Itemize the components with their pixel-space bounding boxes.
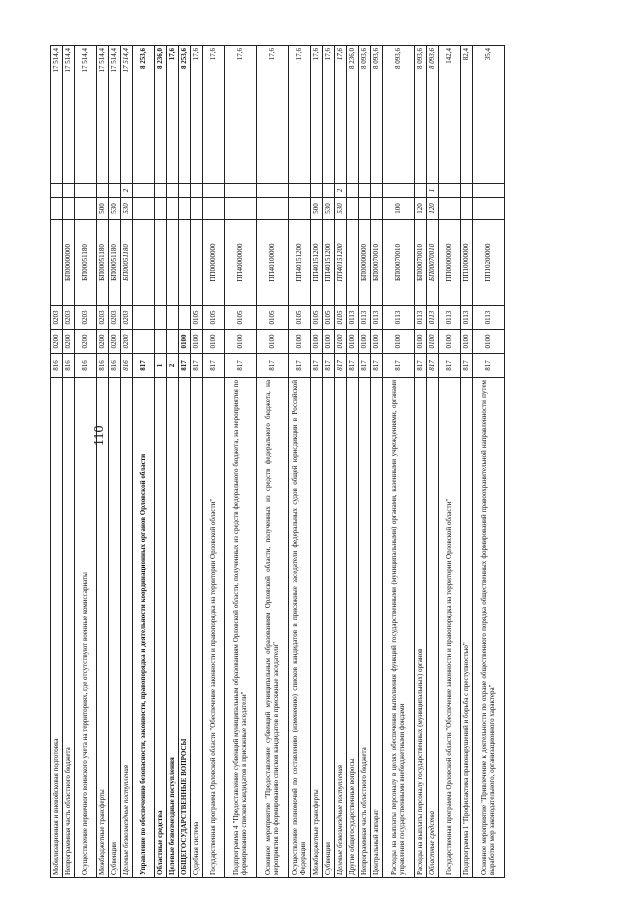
csr-cell: БП00051180 xyxy=(109,220,121,306)
amount-cell: 17,6 xyxy=(289,46,311,184)
source-code-cell xyxy=(347,184,359,198)
csr-cell: ПП40151200 xyxy=(289,220,311,306)
pr-cell: 0105 xyxy=(289,306,311,330)
rz-cell: 0100 xyxy=(335,330,347,354)
row-name-cell: Государственная программа Орловской области "Обеспечение законности и правопорядка на территории Орловской области" xyxy=(439,378,461,878)
table-row xyxy=(167,46,179,878)
table-row xyxy=(51,46,63,878)
row-name-cell: Целевые безвозмездные поступления xyxy=(335,378,347,878)
csr-cell: ПП00000000 xyxy=(439,220,461,306)
rz-cell: 0100 xyxy=(383,330,415,354)
row-name-cell: Межбюджетные трансферты xyxy=(311,378,323,878)
rz-cell xyxy=(167,330,179,354)
rz-cell: 0200 xyxy=(121,330,133,354)
rz-cell: 0100 xyxy=(439,330,461,354)
pr-cell: 0203 xyxy=(63,306,75,330)
vr-cell xyxy=(75,198,97,220)
amount-cell: 8 093,6 xyxy=(427,46,439,184)
csr-cell: БП00070010 xyxy=(415,220,427,306)
source-code-cell xyxy=(203,184,225,198)
vr-cell xyxy=(51,198,63,220)
vr-cell xyxy=(359,198,371,220)
row-name-cell: Целевые безвозмездные поступления xyxy=(121,378,133,878)
page-number: 110 xyxy=(92,425,107,446)
row-name-cell: Непрограммная часть областного бюджета xyxy=(63,378,75,878)
csr-cell xyxy=(167,220,179,306)
rz-cell: 0100 xyxy=(347,330,359,354)
ved-cell: 817 xyxy=(311,354,323,378)
rz-cell: 0100 xyxy=(359,330,371,354)
pr-cell: 0105 xyxy=(203,306,225,330)
vr-cell xyxy=(225,198,257,220)
table-row xyxy=(359,46,371,878)
csr-cell: ПП40000000 xyxy=(225,220,257,306)
source-code-cell xyxy=(155,184,167,198)
csr-cell: ПП40151200 xyxy=(323,220,335,306)
pr-cell: 0113 xyxy=(359,306,371,330)
vr-cell: 500 xyxy=(97,198,109,220)
table-row xyxy=(415,46,427,878)
amount-cell: 17 514,4 xyxy=(51,46,63,184)
source-code-cell xyxy=(179,184,191,198)
pr-cell: 0113 xyxy=(461,306,473,330)
vr-cell xyxy=(473,198,505,220)
source-code-cell xyxy=(439,184,461,198)
pr-cell: 0113 xyxy=(427,306,439,330)
vr-cell xyxy=(63,198,75,220)
rz-cell: 0100 xyxy=(225,330,257,354)
amount-cell: 8 093,6 xyxy=(371,46,383,184)
table-row xyxy=(461,46,473,878)
rz-cell: 0200 xyxy=(109,330,121,354)
pr-cell: 0105 xyxy=(335,306,347,330)
ved-cell: 817 xyxy=(347,354,359,378)
amount-cell: 17,6 xyxy=(335,46,347,184)
row-name-cell: Субвенции xyxy=(323,378,335,878)
amount-cell: 8 093,6 xyxy=(415,46,427,184)
row-name-cell: Управление по обеспечению безопасности, законности, правопорядка и деятельности координационных органов Орловской области xyxy=(133,378,155,878)
vr-cell: 530 xyxy=(323,198,335,220)
csr-cell: БП00051180 xyxy=(75,220,97,306)
pr-cell: 0105 xyxy=(311,306,323,330)
source-code-cell xyxy=(75,184,97,198)
pr-cell: 0113 xyxy=(439,306,461,330)
vr-cell: 530 xyxy=(335,198,347,220)
table-row xyxy=(439,46,461,878)
amount-cell: 17 514,4 xyxy=(63,46,75,184)
pr-cell: 0203 xyxy=(121,306,133,330)
source-code-cell xyxy=(383,184,415,198)
rz-cell: 0100 xyxy=(257,330,289,354)
rz-cell: 0100 xyxy=(461,330,473,354)
ved-cell: 816 xyxy=(97,354,109,378)
source-code-cell xyxy=(461,184,473,198)
rz-cell xyxy=(155,330,167,354)
ved-cell: 817 xyxy=(179,354,191,378)
amount-cell: 17,6 xyxy=(225,46,257,184)
source-code-cell xyxy=(109,184,121,198)
source-code-cell xyxy=(51,184,63,198)
ved-cell: 817 xyxy=(225,354,257,378)
vr-cell xyxy=(257,198,289,220)
table-row xyxy=(473,46,505,878)
amount-cell: 17 514,4 xyxy=(75,46,97,184)
amount-cell: 17,6 xyxy=(203,46,225,184)
amount-cell: 8 253,6 xyxy=(179,46,191,184)
table-row xyxy=(383,46,415,878)
table-row xyxy=(257,46,289,878)
amount-cell: 17,6 xyxy=(311,46,323,184)
csr-cell: БП00000000 xyxy=(63,220,75,306)
ved-cell: 817 xyxy=(439,354,461,378)
csr-cell xyxy=(191,220,203,306)
table-row xyxy=(289,46,311,878)
amount-cell: 8 093,6 xyxy=(359,46,371,184)
rz-cell: 0200 xyxy=(51,330,63,354)
rz-cell: 0100 xyxy=(203,330,225,354)
table-row xyxy=(133,46,155,878)
source-code-cell xyxy=(63,184,75,198)
rz-cell xyxy=(133,330,155,354)
amount-cell: 35,4 xyxy=(473,46,505,184)
table-row xyxy=(427,46,439,878)
csr-cell: ПП40151200 xyxy=(335,220,347,306)
vr-cell xyxy=(371,198,383,220)
amount-cell: 8 253,6 xyxy=(133,46,155,184)
source-code-cell xyxy=(167,184,179,198)
ved-cell: 817 xyxy=(427,354,439,378)
source-code-cell xyxy=(257,184,289,198)
table-row xyxy=(347,46,359,878)
table-row xyxy=(63,46,75,878)
csr-cell xyxy=(133,220,155,306)
source-code-cell xyxy=(323,184,335,198)
table-row xyxy=(371,46,383,878)
rz-cell: 0100 xyxy=(427,330,439,354)
csr-cell: БП00070010 xyxy=(371,220,383,306)
row-name-cell: Основное мероприятие "Предоставление субвенций муниципальным образованиям Орловской области, полученных из средств федерального бюджета, на мероприятия по формированию списков кандидатов в присяжные заседатели" xyxy=(257,378,289,878)
amount-cell: 8 236,0 xyxy=(155,46,167,184)
vr-cell: 530 xyxy=(109,198,121,220)
pr-cell: 0105 xyxy=(191,306,203,330)
source-code-cell xyxy=(473,184,505,198)
amount-cell: 8 093,6 xyxy=(383,46,415,184)
row-name-cell: Осуществление первичного воинского учета на территориях, где отсутствуют военные комиссариаты xyxy=(75,378,97,878)
budget-table-rotated xyxy=(50,46,590,878)
rz-cell: 0100 xyxy=(289,330,311,354)
pr-cell: 0203 xyxy=(109,306,121,330)
vr-cell xyxy=(191,198,203,220)
pr-cell: 0113 xyxy=(371,306,383,330)
ved-cell: 817 xyxy=(473,354,505,378)
ved-cell: 817 xyxy=(383,354,415,378)
pr-cell: 0203 xyxy=(51,306,63,330)
source-code-cell xyxy=(311,184,323,198)
row-name-cell: Расходы на выплаты персоналу государственных (муниципальных) органов xyxy=(415,378,427,878)
ved-cell: 816 xyxy=(75,354,97,378)
vr-cell xyxy=(347,198,359,220)
pr-cell xyxy=(155,306,167,330)
source-code-cell xyxy=(371,184,383,198)
csr-cell xyxy=(155,220,167,306)
row-name-cell: Подпрограмма 1 "Профилактика правонарушений и борьба с преступностью" xyxy=(461,378,473,878)
source-code-cell xyxy=(415,184,427,198)
row-name-cell: Целевые безвозмездные поступления xyxy=(167,378,179,878)
vr-cell: 120 xyxy=(427,198,439,220)
csr-cell xyxy=(347,220,359,306)
amount-cell: 17,6 xyxy=(323,46,335,184)
row-name-cell: Межбюджетные трансферты xyxy=(97,378,109,878)
ved-cell: 816 xyxy=(109,354,121,378)
ved-cell: 817 xyxy=(371,354,383,378)
source-code-cell xyxy=(225,184,257,198)
vr-cell xyxy=(439,198,461,220)
source-code-cell: 2 xyxy=(335,184,347,198)
amount-cell: 82,4 xyxy=(461,46,473,184)
source-code-cell xyxy=(359,184,371,198)
amount-cell: 17 514,4 xyxy=(121,46,133,184)
pr-cell: 0105 xyxy=(323,306,335,330)
rz-cell: 0100 xyxy=(415,330,427,354)
table-row xyxy=(109,46,121,878)
pr-cell: 0105 xyxy=(257,306,289,330)
csr-cell: БП00051180 xyxy=(97,220,109,306)
rz-cell: 0100 xyxy=(473,330,505,354)
ved-cell: 817 xyxy=(335,354,347,378)
pr-cell: 0203 xyxy=(97,306,109,330)
amount-cell: 17,6 xyxy=(257,46,289,184)
table-row xyxy=(155,46,167,878)
row-name-cell: Центральный аппарат xyxy=(371,378,383,878)
rz-cell: 0200 xyxy=(97,330,109,354)
source-code-cell xyxy=(289,184,311,198)
pr-cell: 0113 xyxy=(347,306,359,330)
table-row xyxy=(225,46,257,878)
amount-cell: 142,4 xyxy=(439,46,461,184)
row-name-cell: Основное мероприятие "Привлечение к деятельности по охране общественного порядка общественных формирований правоохранительной направленности путем выработки мер законодательного, организационного характера" xyxy=(473,378,505,878)
vr-cell xyxy=(461,198,473,220)
source-code-cell: 2 xyxy=(121,184,133,198)
vr-cell xyxy=(179,198,191,220)
row-name-cell: Расходы на выплаты персоналу в целях обеспечения выполнения функций государственными (муниципальными) органами, казенными учреждениями, органами управления государственными внебюджетными фондами xyxy=(383,378,415,878)
row-name-cell: Субвенции xyxy=(109,378,121,878)
rz-cell: 0200 xyxy=(63,330,75,354)
vr-cell xyxy=(289,198,311,220)
ved-cell: 817 xyxy=(133,354,155,378)
ved-cell: 817 xyxy=(289,354,311,378)
amount-cell: 8 236,0 xyxy=(347,46,359,184)
table-row xyxy=(121,46,133,878)
ved-cell: 817 xyxy=(203,354,225,378)
ved-cell: 817 xyxy=(191,354,203,378)
row-name-cell: Другие общегосударственные вопросы xyxy=(347,378,359,878)
csr-cell: ПП10200000 xyxy=(473,220,505,306)
pr-cell: 0113 xyxy=(415,306,427,330)
ved-cell: 816 xyxy=(51,354,63,378)
source-code-cell: 1 xyxy=(427,184,439,198)
pr-cell xyxy=(167,306,179,330)
rz-cell: 0100 xyxy=(179,330,191,354)
ved-cell: 817 xyxy=(359,354,371,378)
vr-cell xyxy=(155,198,167,220)
row-name-cell: Областные средства xyxy=(155,378,167,878)
vr-cell xyxy=(133,198,155,220)
amount-cell: 17 514,4 xyxy=(109,46,121,184)
table-row xyxy=(179,46,191,878)
ved-cell: 816 xyxy=(121,354,133,378)
ved-cell: 817 xyxy=(461,354,473,378)
pr-cell xyxy=(179,306,191,330)
vr-cell: 500 xyxy=(311,198,323,220)
pr-cell: 0203 xyxy=(75,306,97,330)
table-row xyxy=(323,46,335,878)
csr-cell: ПП40100000 xyxy=(257,220,289,306)
vr-cell xyxy=(167,198,179,220)
table-row xyxy=(97,46,109,878)
csr-cell xyxy=(51,220,63,306)
table-row xyxy=(203,46,225,878)
rz-cell: 0100 xyxy=(191,330,203,354)
ved-cell: 2 xyxy=(167,354,179,378)
rz-cell: 0100 xyxy=(311,330,323,354)
vr-cell xyxy=(203,198,225,220)
csr-cell: БП00070010 xyxy=(427,220,439,306)
csr-cell: БП00070010 xyxy=(383,220,415,306)
ved-cell: 817 xyxy=(415,354,427,378)
source-code-cell xyxy=(97,184,109,198)
ved-cell: 817 xyxy=(257,354,289,378)
vr-cell: 530 xyxy=(121,198,133,220)
table-row xyxy=(191,46,203,878)
row-name-cell: Областные средства xyxy=(427,378,439,878)
pr-cell: 0113 xyxy=(383,306,415,330)
row-name-cell: Государственная программа Орловской области "Обеспечение законности и правопорядка на территории Орловской области" xyxy=(203,378,225,878)
row-name-cell: Осуществление полномочий по составлению (изменению) списков кандидатов в присяжные заседатели федеральных судов общей юрисдикции в Российской Федерации xyxy=(289,378,311,878)
table-row xyxy=(311,46,323,878)
csr-cell: ПП00000000 xyxy=(203,220,225,306)
row-name-cell: ОБЩЕГОСУДАРСТВЕННЫЕ ВОПРОСЫ xyxy=(179,378,191,878)
pr-cell xyxy=(133,306,155,330)
row-name-cell: Мобилизационная и вневойсковая подготовка xyxy=(51,378,63,878)
csr-cell xyxy=(179,220,191,306)
pr-cell: 0113 xyxy=(473,306,505,330)
pr-cell: 0105 xyxy=(225,306,257,330)
amount-cell: 17 514,4 xyxy=(97,46,109,184)
vr-cell: 100 xyxy=(383,198,415,220)
row-name-cell: Судебная система xyxy=(191,378,203,878)
csr-cell: БП00051180 xyxy=(121,220,133,306)
amount-cell: 17,6 xyxy=(167,46,179,184)
rz-cell: 0200 xyxy=(75,330,97,354)
amount-cell: 17,6 xyxy=(191,46,203,184)
csr-cell: ПП40151200 xyxy=(311,220,323,306)
vr-cell: 120 xyxy=(415,198,427,220)
rz-cell: 0100 xyxy=(323,330,335,354)
csr-cell: БП00000000 xyxy=(359,220,371,306)
source-code-cell xyxy=(191,184,203,198)
ved-cell: 1 xyxy=(155,354,167,378)
rz-cell: 0100 xyxy=(371,330,383,354)
table-row xyxy=(75,46,97,878)
row-name-cell: Подпрограмма 4 "Предоставление субвенций муниципальным образованиям Орловской области, полученных из средств федерального бюджета, на мероприятия по формированию списков кандидатов в присяжные заседатели" xyxy=(225,378,257,878)
table-row xyxy=(335,46,347,878)
source-code-cell xyxy=(133,184,155,198)
ved-cell: 816 xyxy=(63,354,75,378)
row-name-cell: Непрограммная часть областного бюджета xyxy=(359,378,371,878)
csr-cell: ПП10000000 xyxy=(461,220,473,306)
budget-table xyxy=(50,45,505,878)
ved-cell: 817 xyxy=(323,354,335,378)
